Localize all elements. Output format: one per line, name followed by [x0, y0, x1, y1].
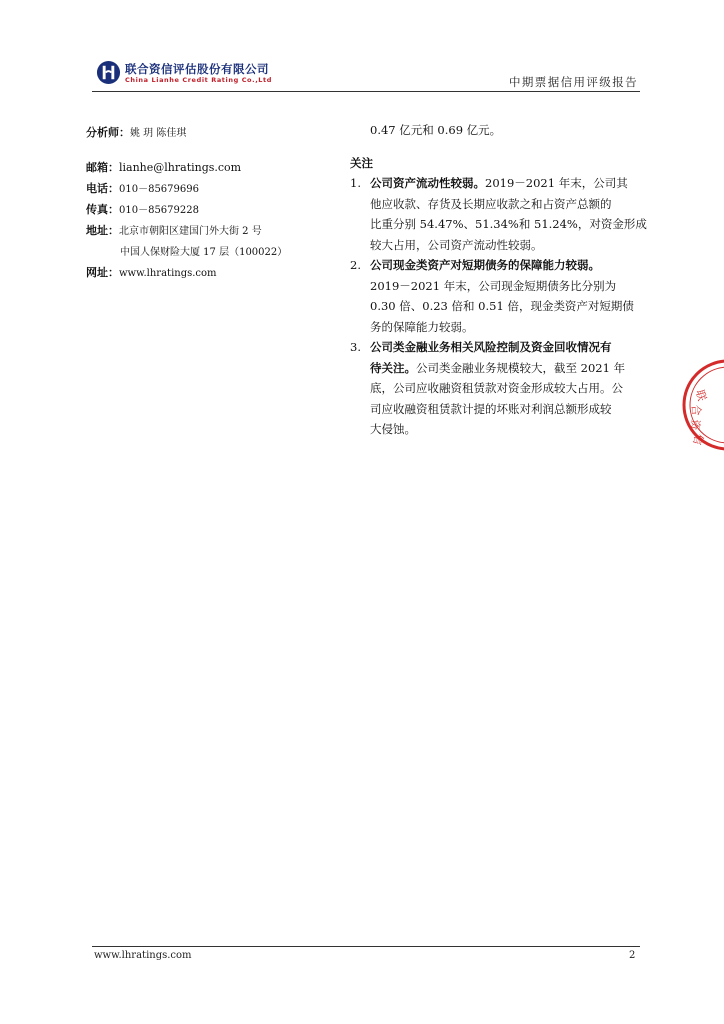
item-number: 2.	[350, 258, 361, 272]
item-line: 他应收款、存货及长期应收款之和占资产总额的	[370, 196, 612, 211]
phone-label: 电话：	[86, 182, 119, 195]
fax-label: 传真：	[86, 203, 119, 216]
item-line: 司应收融资租赁款计提的坏账对利润总额形成较	[370, 401, 612, 416]
email-label: 邮箱：	[86, 161, 119, 174]
item-text: 公司类金融业务规模较大，截至 2021 年	[416, 360, 626, 375]
item-title: 公司现金类资产对短期债务的保障能力较弱。	[370, 258, 600, 272]
item-line: 大侵蚀。	[370, 422, 416, 436]
company-name-en: China Lianhe Credit Rating Co.,Ltd	[125, 76, 272, 84]
analyst-row	[86, 124, 336, 145]
company-seal-stamp	[680, 355, 724, 455]
lianhe-logo-icon	[96, 60, 121, 85]
item-number: 1.	[350, 176, 361, 190]
address-row	[86, 222, 336, 243]
analyst-label: 分析师：	[86, 126, 130, 139]
footer-website[interactable]: www.lhratings.com	[94, 950, 192, 961]
header-divider	[92, 91, 640, 92]
address-line2: 中国人保财险大厦 17 层（100022）	[120, 247, 288, 258]
item-title-cont: 待关注。	[370, 360, 416, 375]
item-first-line	[370, 173, 644, 194]
website-value[interactable]: www.lhratings.com	[119, 268, 217, 279]
item-number: 3.	[350, 340, 361, 354]
page-number: 2	[629, 950, 636, 961]
svg-text:合: 合	[689, 404, 703, 417]
address-row-2	[86, 243, 336, 264]
website-row	[86, 264, 336, 285]
footer-divider	[92, 946, 640, 947]
phone-row	[86, 180, 336, 201]
address-label: 地址：	[86, 224, 119, 237]
concern-item-3	[350, 337, 644, 440]
website-label: 网址：	[86, 266, 119, 279]
intro-line: 0.47 亿元和 0.69 亿元。	[370, 123, 502, 137]
item-line: 0.30 倍、0.23 倍和 0.51 倍，现金类资产对短期债	[370, 299, 634, 313]
item-title: 公司资产流动性较弱。	[370, 176, 485, 190]
phone-value: 010－85679696	[119, 184, 199, 195]
item-line: 底，公司应收融资租赁款对资金形成较大占用。公	[370, 381, 623, 395]
contact-block	[86, 124, 336, 285]
svg-text:信: 信	[690, 432, 706, 447]
item-line: 较大占用，公司资产流动性较弱。	[370, 237, 543, 252]
main-content	[350, 120, 647, 440]
section-title-concerns: 关注	[350, 155, 373, 170]
email-value[interactable]: lianhe@lhratings.com	[119, 161, 242, 174]
svg-text:资: 资	[688, 418, 702, 431]
concern-item-2	[350, 255, 644, 337]
report-type: 中期票据信用评级报告	[509, 75, 638, 89]
address-line1: 北京市朝阳区建国门外大街 2 号	[119, 226, 262, 237]
concern-item-1	[350, 173, 647, 255]
company-name-cn: 联合资信评估股份有限公司	[125, 62, 269, 76]
item-title: 公司类金融业务相关风险控制及资金回收情况有	[370, 340, 612, 354]
fax-value: 010－85679228	[119, 205, 199, 216]
item-first-line	[370, 358, 644, 379]
analyst-names: 姚 玥 陈佳琪	[130, 128, 187, 139]
item-line: 2019－2021 年末，公司现金短期债务比分别为	[370, 278, 617, 293]
item-text: 2019－2021 年末，公司其	[485, 176, 628, 190]
page-header	[92, 56, 640, 94]
item-line: 比重分别 54.47%、51.34%和 51.24%，对资金形成	[370, 217, 647, 231]
item-line: 务的保障能力较弱。	[370, 319, 474, 334]
email-row	[86, 159, 336, 180]
fax-row	[86, 201, 336, 222]
svg-text:联: 联	[693, 388, 709, 403]
